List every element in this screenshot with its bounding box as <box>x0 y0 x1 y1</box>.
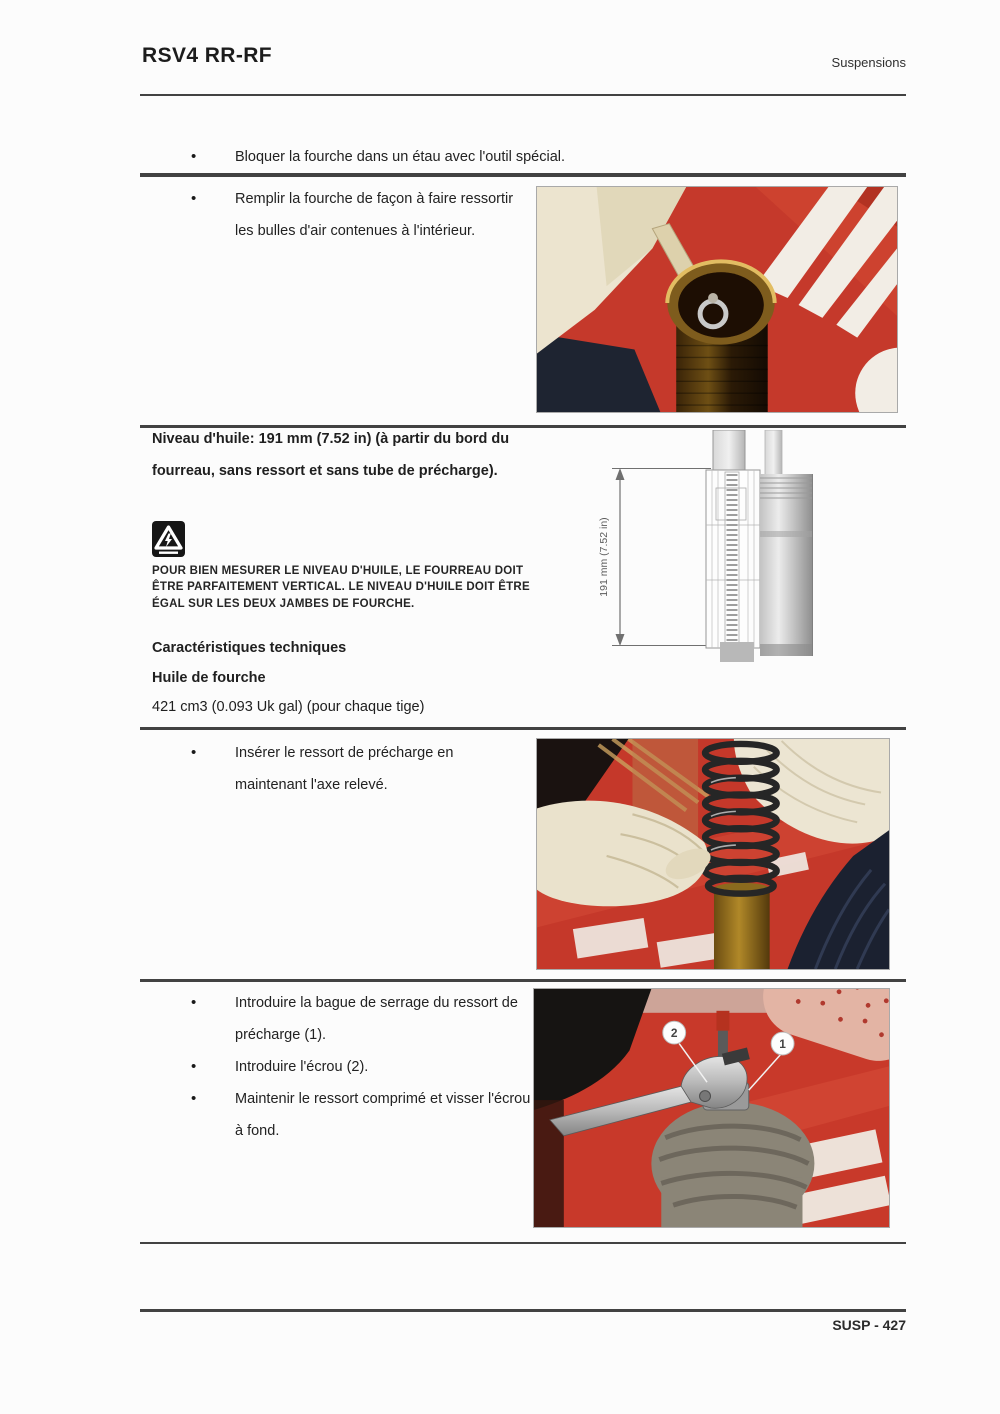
section-divider <box>140 1242 906 1244</box>
photo-nut-tightening <box>533 988 890 1228</box>
dimension-label: 191 mm (7.52 in) <box>598 517 610 597</box>
tech-specs-heading: Caractéristiques techniques <box>152 640 347 656</box>
step-item: • Introduire la bague de serrage du ressort de précharge (1). <box>235 987 535 1051</box>
header-divider <box>140 94 906 96</box>
section-divider <box>140 173 906 177</box>
warning-text: POUR BIEN MESURER LE NIVEAU D'HUILE, LE FOURREAU DOIT ÊTRE PARFAITEMENT VERTICAL. LE NIVEAU D'HUILE DOIT ÊTRE ÉGAL SUR LES DEUX JAMBES DE FOURCHE. <box>152 565 530 610</box>
warning-icon <box>152 521 185 557</box>
photo-fork-oil-filling <box>536 186 898 413</box>
footer-divider <box>140 1309 906 1312</box>
photo-spring-insertion <box>536 738 890 970</box>
svg-text:2: 2 <box>670 1026 678 1041</box>
callout-1 <box>771 1032 794 1055</box>
step-list-spring <box>235 737 511 801</box>
step-list-fill <box>235 183 527 247</box>
step-list-nut <box>235 987 535 1147</box>
step-item: • Remplir la fourche de façon à faire ressortir les bulles d'air contenues à l'intérieur. <box>235 183 527 247</box>
fork-oil-heading: Huile de fourche <box>152 670 266 686</box>
chapter-label: Suspensions <box>831 55 906 70</box>
callout-2 <box>663 1021 686 1044</box>
svg-text:1: 1 <box>779 1037 786 1051</box>
page-number: SUSP - 427 <box>832 1317 906 1333</box>
step-item: • Maintenir le ressort comprimé et visser l'écrou à fond. <box>235 1083 535 1147</box>
oil-level-spec: Niveau d'huile: 191 mm (7.52 in) (à partir du bord du fourreau, sans ressort et sans tube de précharge). <box>152 431 510 479</box>
oil-level-diagram <box>598 430 830 670</box>
section-divider <box>140 979 906 982</box>
fork-slider-shaded <box>760 430 813 656</box>
fork-leg-outline <box>706 430 760 662</box>
fork-oil-quantity: 421 cm3 (0.093 Uk gal) (pour chaque tige) <box>152 699 425 715</box>
step-item: • Insérer le ressort de précharge en maintenant l'axe relevé. <box>235 737 511 801</box>
step-list-clamp <box>235 141 655 173</box>
step-item: • Introduire l'écrou (2). <box>235 1051 535 1083</box>
step-item: • Bloquer la fourche dans un étau avec l'outil spécial. <box>235 141 655 173</box>
section-divider <box>140 727 906 730</box>
page-title: RSV4 RR-RF <box>142 44 273 67</box>
